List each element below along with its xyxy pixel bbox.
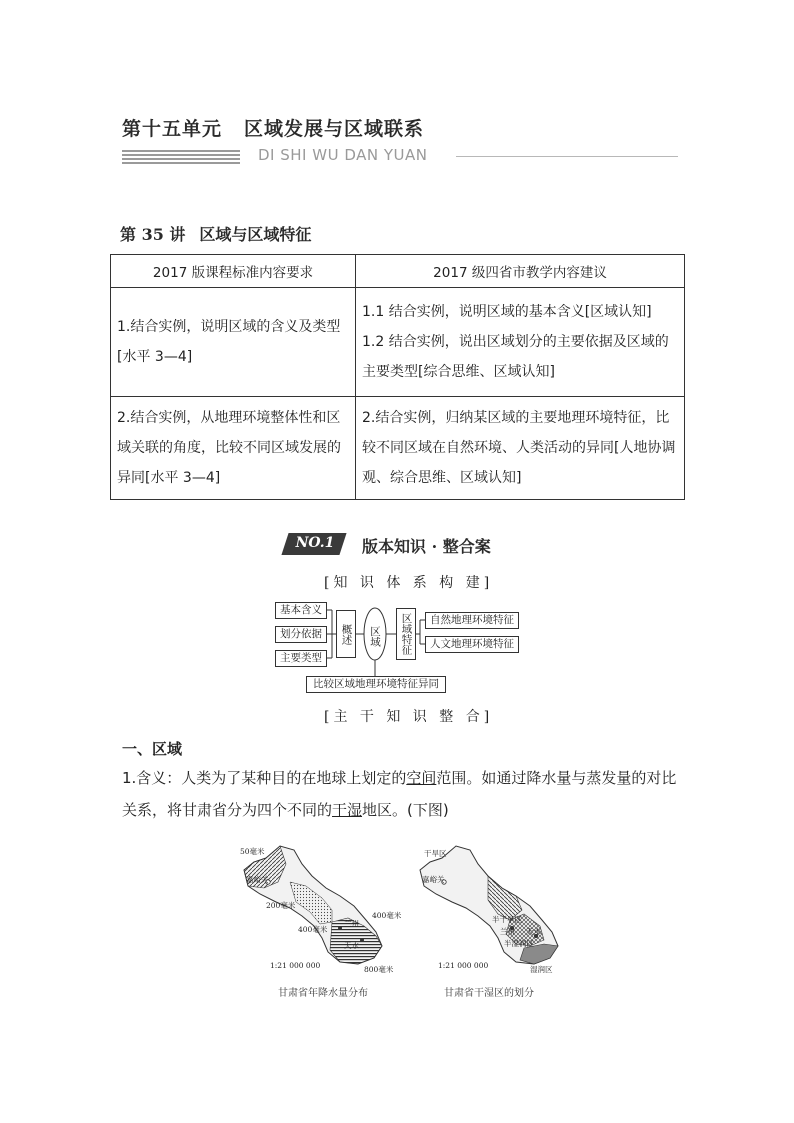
table-header-row <box>111 255 685 288</box>
map-label: 800毫米 <box>364 965 394 974</box>
cell-text: 2.结合实例，归纳某区域的主要地理环境特征，比较不同区域在自然环境、人类活动的异同[人地协调观、综合思维、区域认知] <box>362 410 676 486</box>
diagram-region-features: 区域特征 <box>396 608 416 660</box>
subheading-knowledge-system: [知 识 体 系 构 建] <box>324 575 494 591</box>
unit-title <box>122 114 424 141</box>
map-caption-precipitation: 甘肃省年降水量分布 <box>278 988 368 999</box>
lesson-title <box>120 222 311 245</box>
unit-number: 第十五单元 <box>122 118 223 140</box>
table-cell <box>356 397 685 500</box>
map-label: 兰州 <box>344 919 359 928</box>
map-precipitation <box>236 836 402 976</box>
unit-pinyin: DI SHI WU DAN YUAN <box>258 146 428 164</box>
table-row <box>111 288 685 397</box>
map-dry-wet-zones <box>412 836 572 976</box>
map-label: 天水 <box>344 941 359 950</box>
table-row <box>111 397 685 500</box>
text-span: 范围。如通过降水量与蒸发量的对比关系，将甘肃省分为四个不同的 <box>122 769 677 819</box>
requirements-table <box>110 254 685 500</box>
unit-decorative-bar <box>122 150 240 164</box>
diagram-item-natural-features: 自然地理环境特征 <box>425 612 519 629</box>
underlined-term: 干湿 <box>332 801 363 819</box>
diagram-item-compare: 比较区域地理环境特征异同 <box>306 676 446 693</box>
diagram-overview: 概述 <box>336 610 356 658</box>
map-label: 400毫米 <box>372 911 402 920</box>
table-header-cell: 2017 版课程标准内容要求 <box>111 255 356 288</box>
map-label: 50毫米 <box>240 847 265 856</box>
map-label: 半湿润区 <box>504 939 534 948</box>
paragraph-definition <box>122 762 682 826</box>
diagram-item-human-features: 人文地理环境特征 <box>425 636 519 653</box>
lesson-number: 第 35 讲 <box>120 225 186 244</box>
text-span: 地区。(下图) <box>362 801 449 819</box>
table-header-cell: 2017 级四省市教学内容建议 <box>356 255 685 288</box>
section-badge: NO.1 <box>295 535 335 551</box>
map-caption-dry-wet: 甘肃省干湿区的划分 <box>444 988 534 999</box>
table-cell <box>356 288 685 397</box>
cell-text: 1.1 结合实例，说明区域的基本含义[区域认知] <box>362 304 652 320</box>
map-scale: 1:21 000 000 <box>438 961 489 970</box>
map-label: 天水 <box>526 927 541 936</box>
diagram-item-basic-meaning: 基本含义 <box>275 602 327 619</box>
lesson-name: 区域与区域特征 <box>199 225 312 244</box>
map-label: 湿润区 <box>530 965 553 974</box>
table-cell <box>111 288 356 397</box>
diagram-center-region: 区域 <box>369 625 381 647</box>
map-label: 嘉峪关 <box>422 875 445 884</box>
section-heading-region: 一、区域 <box>122 740 183 758</box>
map-label: 兰州 <box>500 927 515 936</box>
diagram-item-main-types: 主要类型 <box>275 650 327 667</box>
underlined-term: 空间 <box>406 769 437 787</box>
map-label: 200毫米 <box>266 901 296 910</box>
cell-text: 1.结合实例，说明区域的含义及类型[水平 3—4] <box>117 319 341 365</box>
map-scale: 1:21 000 000 <box>270 961 321 970</box>
map-label: 半干旱区 <box>492 915 522 924</box>
cell-text: 2.结合实例，从地理环境整体性和区域关联的角度，比较不同区域发展的异同[水平 3—4] <box>117 410 341 486</box>
map-label: 干旱区 <box>424 849 447 858</box>
map-label: 400毫米 <box>298 925 328 934</box>
knowledge-diagram <box>270 598 530 694</box>
table-cell <box>111 397 356 500</box>
section-title: 版本知识 · 整合案 <box>362 537 491 556</box>
diagram-item-division-basis: 划分依据 <box>275 626 327 643</box>
map-label: 嘉峪关 <box>246 875 269 884</box>
subheading-main-knowledge: [主 干 知 识 整 合] <box>324 709 494 725</box>
text-span: 1.含义：人类为了某种目的在地球上划定的 <box>122 769 407 787</box>
unit-divider <box>456 156 678 157</box>
cell-text: 1.2 结合实例，说出区域划分的主要依据及区域的主要类型[综合思维、区域认知] <box>362 334 669 380</box>
unit-name: 区域发展与区域联系 <box>244 118 425 140</box>
